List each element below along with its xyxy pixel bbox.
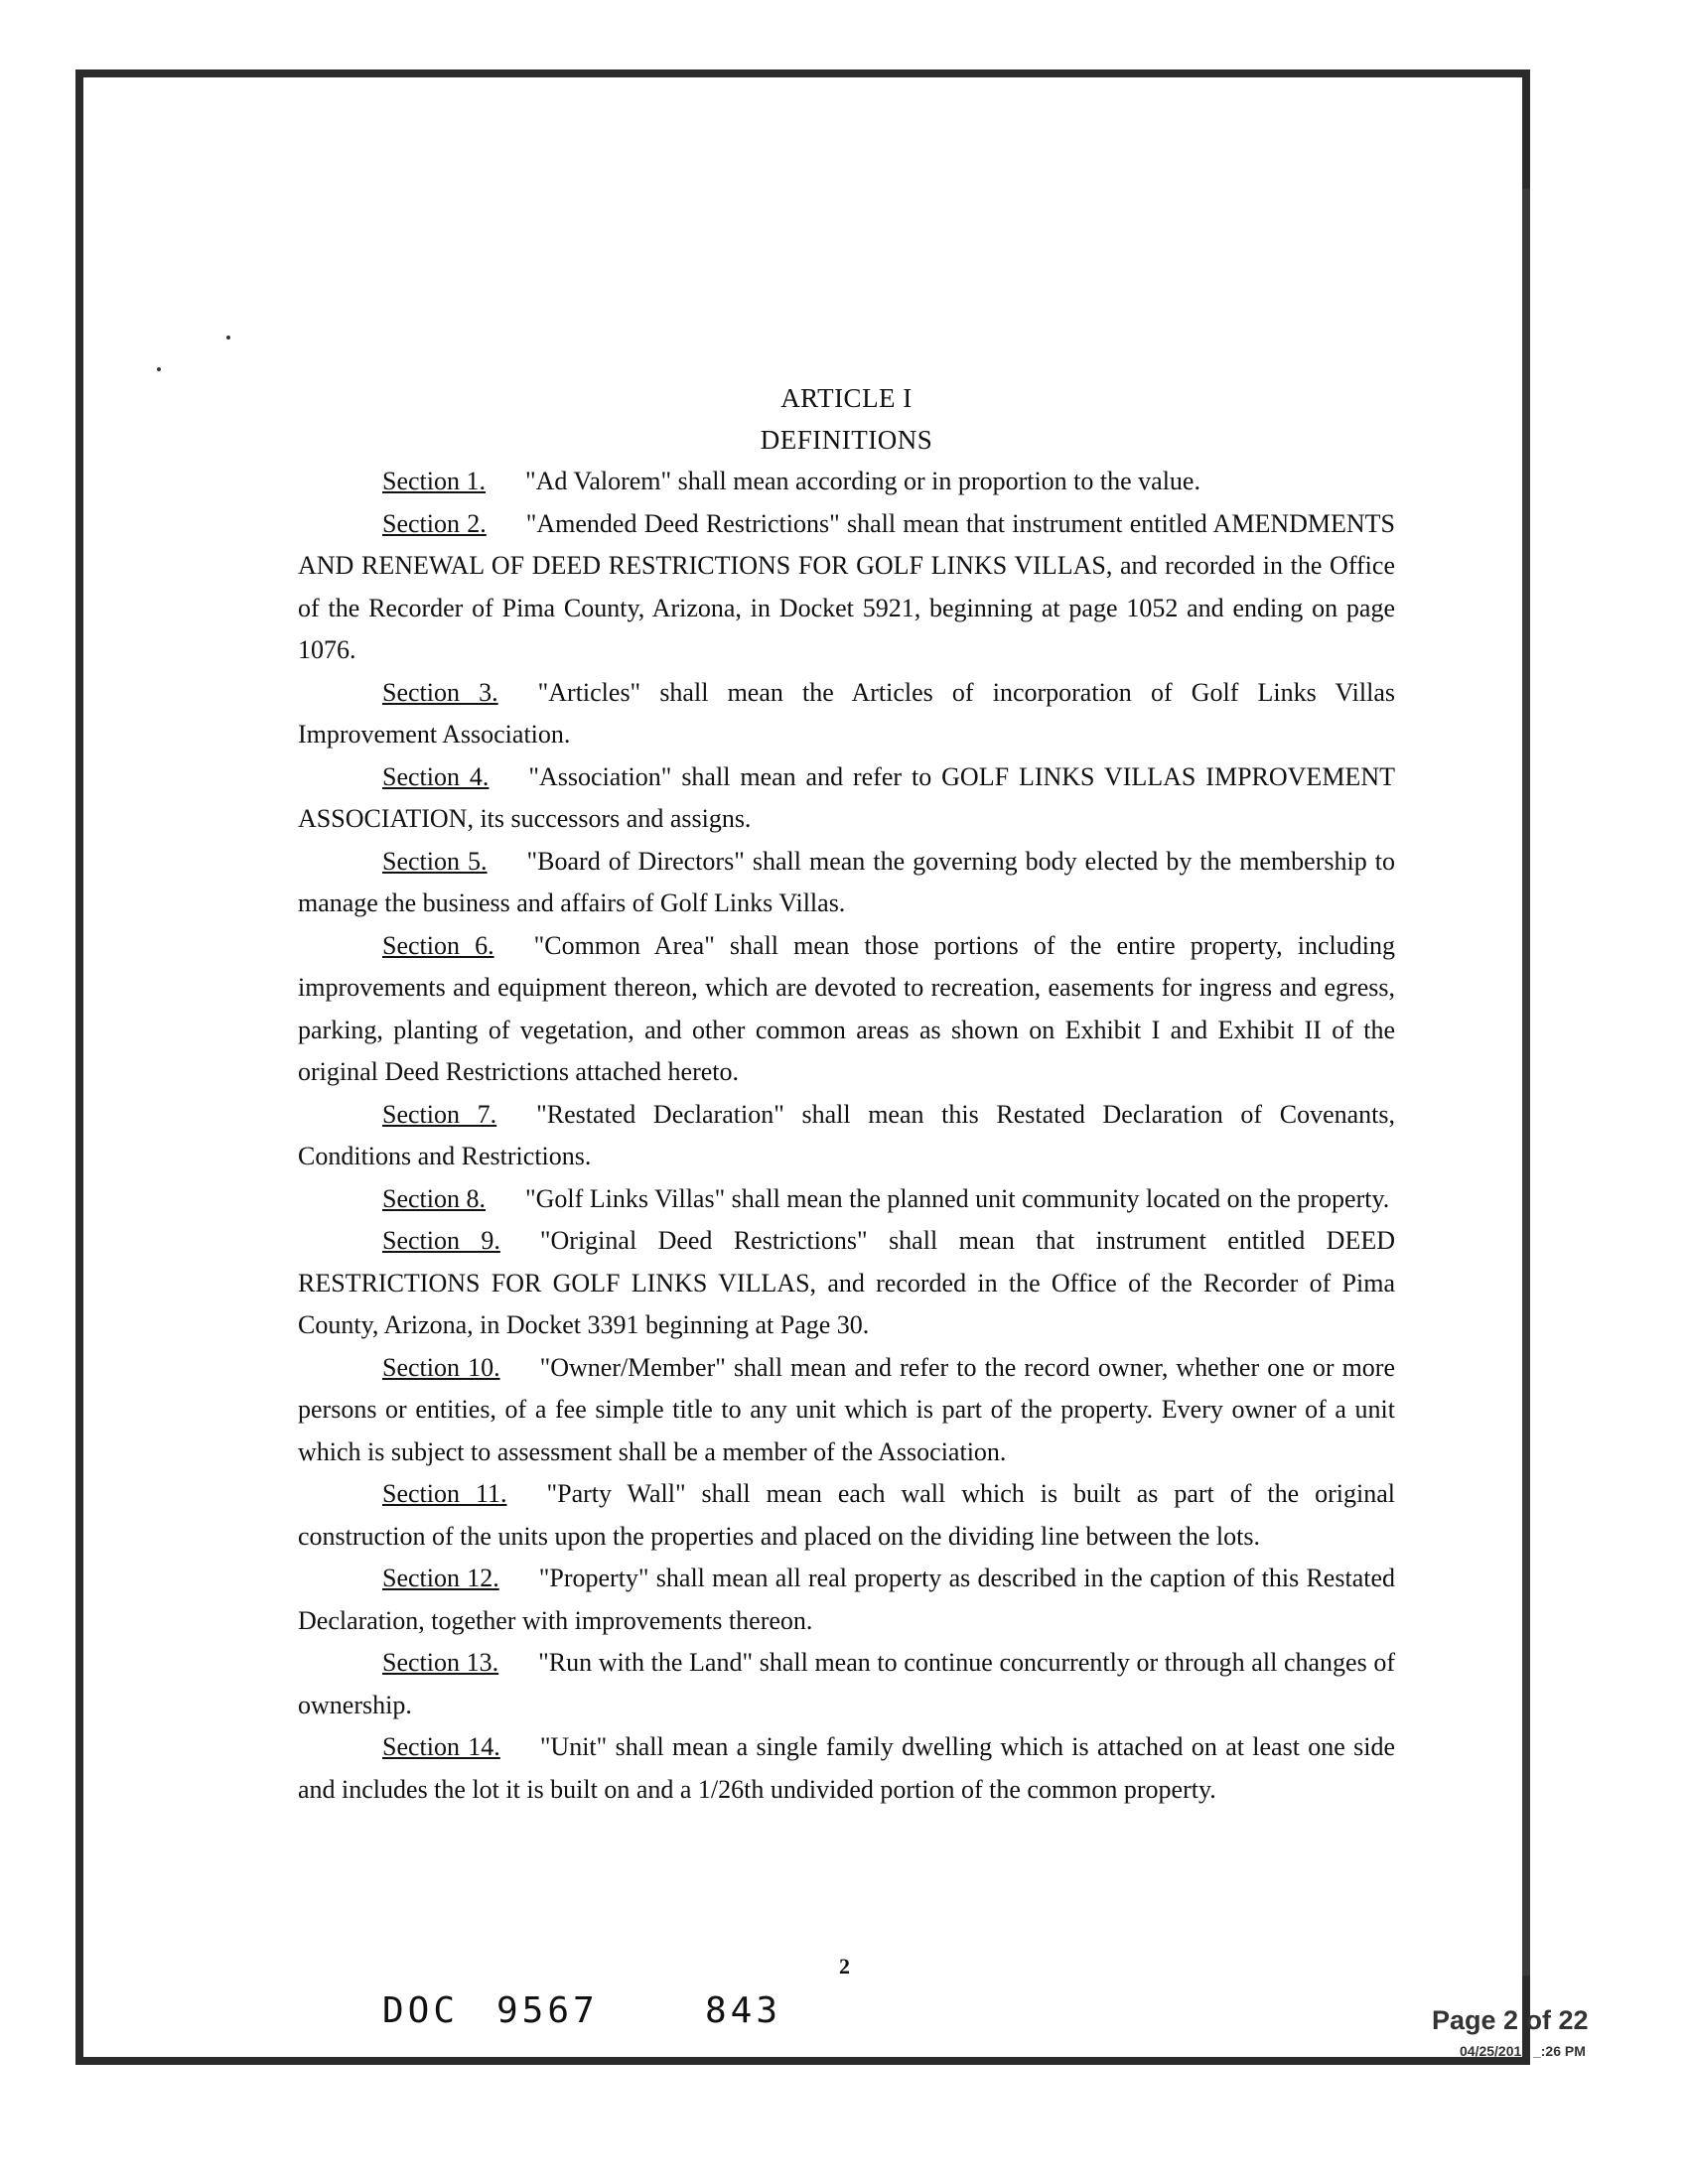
definition-section-2 — [298, 503, 1395, 672]
article-subtitle: DEFINITIONS — [760, 425, 933, 455]
section-label: Section 9. — [382, 1226, 500, 1255]
section-text: "Common Area" shall mean those portions of the entire property, including improvements and equipment thereon, which are devoted to recreation, easements for ingress and egress, parking, planting of vegetation, and other common areas as shown on Exhibit I and Exhibit II of the original Deed Restrictions attached hereto. — [298, 930, 1395, 1086]
section-label: Section 1. — [382, 467, 486, 495]
definition-section-1 — [298, 461, 1395, 503]
definition-section-3 — [298, 672, 1395, 756]
definition-section-11 — [298, 1473, 1395, 1558]
section-label: Section 13. — [382, 1648, 499, 1677]
definition-section-14 — [298, 1726, 1395, 1811]
article-title: ARTICLE I — [780, 383, 913, 413]
section-label: Section 3. — [382, 677, 498, 707]
definition-section-12 — [298, 1558, 1395, 1642]
definition-section-8 — [298, 1178, 1395, 1221]
scan-speck — [157, 367, 161, 371]
definition-section-5 — [298, 841, 1395, 925]
section-text: "Board of Directors" shall mean the governing body elected by the membership to manage the business and affairs of Golf Links Villas. — [298, 846, 1395, 917]
section-text: "Party Wall" shall mean each wall which is built as part of the original construction of the units upon the properties and placed on the dividing line between the lots. — [298, 1479, 1395, 1551]
recording-stamp-docket: 9567 — [496, 1990, 599, 2031]
definition-section-7 — [298, 1094, 1395, 1178]
recording-stamp-book: DOC — [382, 1990, 460, 2031]
recording-stamp-page: 843 — [705, 1990, 782, 2031]
section-text: "Articles" shall mean the Articles of incorporation of Golf Links Villas Improvement Association. — [298, 677, 1395, 749]
page-number: 2 — [839, 1954, 850, 1979]
section-label: Section 14. — [382, 1732, 500, 1761]
section-label: Section 8. — [382, 1183, 486, 1213]
section-label: Section 10. — [382, 1352, 500, 1382]
section-text: "Property" shall mean all real property as described in the caption of this Restated Declaration, together with improvements thereon. — [298, 1564, 1395, 1635]
section-text: "Restated Declaration" shall mean this Restated Declaration of Covenants, Conditions and Restrictions. — [298, 1099, 1395, 1170]
footer-page-count: Page 2 of 22 — [1432, 2005, 1589, 2035]
definition-section-6 — [298, 925, 1395, 1094]
section-label: Section 11. — [382, 1479, 507, 1508]
section-label: Section 12. — [382, 1564, 499, 1592]
section-label: Section 4. — [382, 761, 490, 791]
section-label: Section 6. — [382, 930, 494, 960]
section-text: "Association" shall mean and refer to GOLF LINKS VILLAS IMPROVEMENT ASSOCIATION, its successors and assigns. — [298, 761, 1395, 833]
definition-section-9 — [298, 1220, 1395, 1347]
definition-section-4 — [298, 756, 1395, 841]
section-text: "Original Deed Restrictions" shall mean that instrument entitled DEED RESTRICTIONS FOR GOLF LINKS VILLAS, and recorded in the Office of the Recorder of Pima County, Arizona, in Docket 3391 beginning at Page 30. — [298, 1226, 1395, 1339]
scan-dark-border-right — [1522, 189, 1530, 1976]
definition-section-13 — [298, 1642, 1395, 1726]
section-text: "Ad Valorem" shall mean according or in proportion to the value. — [525, 467, 1200, 495]
document-body — [298, 377, 1395, 1811]
section-label: Section 5. — [382, 846, 488, 876]
section-label: Section 7. — [382, 1099, 497, 1129]
section-label: Section 2. — [382, 508, 487, 538]
section-text: "Owner/Member" shall mean and refer to the record owner, whether one or more persons or entities, of a fee simple title to any unit which is part of the property. Every owner of a unit which is subject to assessment shall be a member of the Association. — [298, 1352, 1395, 1466]
section-text: "Amended Deed Restrictions" shall mean that instrument entitled AMENDMENTS AND RENEWAL OF DEED RESTRICTIONS FOR GOLF LINKS VILLAS, and recorded in the Office of the Recorder of Pima County, Arizona, in Docket 5921, beginning at page 1052 and ending on page 1076. — [298, 508, 1395, 664]
section-text: "Unit" shall mean a single family dwelling which is attached on at least one side and includes the lot it is built on and a 1/26th undivided portion of the common property. — [298, 1732, 1395, 1804]
scan-speck — [226, 336, 230, 340]
section-text: "Run with the Land" shall mean to continue concurrently or through all changes of ownership. — [298, 1648, 1395, 1719]
footer-timestamp: 04/25/201_ _:26 PM — [1460, 2043, 1586, 2059]
section-text: "Golf Links Villas" shall mean the planned unit community located on the property. — [525, 1183, 1390, 1213]
definition-section-10 — [298, 1347, 1395, 1474]
